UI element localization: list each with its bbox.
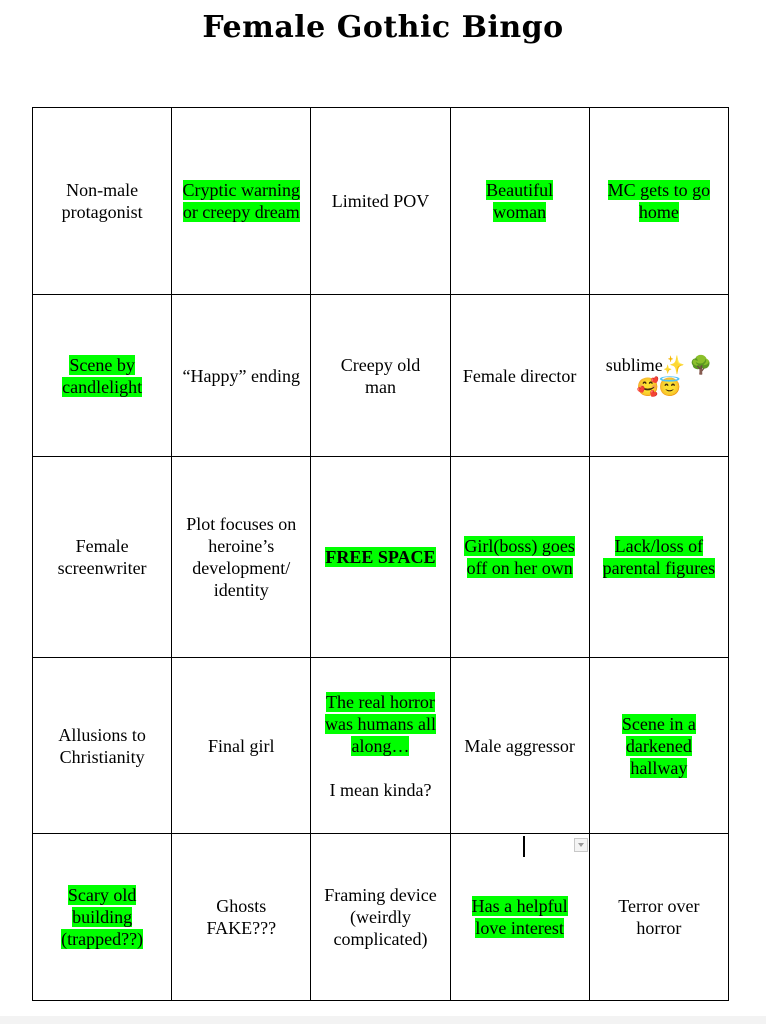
cell-text [592, 895, 726, 939]
cell-line: Lack/loss of [614, 536, 704, 556]
cell-line: Creepy old [340, 354, 421, 375]
bingo-cell[interactable] [33, 457, 172, 658]
cell-text [453, 895, 587, 939]
cell-line: FREE SPACE [325, 547, 436, 567]
bingo-cell[interactable] [33, 295, 172, 457]
cell-line: Final girl [208, 735, 275, 756]
bingo-cell[interactable] [450, 295, 589, 457]
bingo-cell[interactable] [33, 834, 172, 1001]
cell-line: Limited POV [331, 191, 430, 211]
cell-line: MC gets to go [607, 180, 711, 200]
bingo-cell[interactable] [311, 108, 450, 295]
cell-line: screenwriter [57, 558, 147, 578]
cell-line: man [364, 376, 396, 397]
cell-line: Female [75, 536, 129, 556]
bingo-cell[interactable] [311, 658, 450, 834]
window-bottom-edge [0, 1016, 766, 1024]
cell-line: Cryptic warning [182, 180, 301, 200]
cell-line: Ghosts [216, 896, 267, 916]
cell-text [174, 365, 308, 387]
bingo-cell[interactable] [589, 658, 728, 834]
cell-text [35, 179, 169, 223]
cell-line: Allusions to [58, 724, 146, 745]
cell-note: I mean kinda? [329, 779, 432, 800]
bingo-cell[interactable] [589, 457, 728, 658]
cell-line: building [72, 907, 133, 927]
cell-line: love interest [475, 918, 564, 938]
cell-line: Christianity [59, 746, 145, 767]
cell-line: sublime✨ 🌳 [605, 354, 713, 375]
cell-line: darkened [625, 735, 692, 756]
cell-text [313, 884, 447, 950]
cell-line: parental figures [602, 558, 716, 578]
cell-line: “Happy” ending [182, 365, 301, 386]
bingo-cell[interactable] [311, 295, 450, 457]
bingo-cell[interactable] [450, 834, 589, 1001]
cell-line: Has a helpful [471, 896, 568, 916]
bingo-row [33, 658, 729, 834]
bingo-cell[interactable] [172, 834, 311, 1001]
cell-line: home [638, 202, 679, 222]
cell-line: (weirdly [349, 907, 411, 927]
cell-text [453, 179, 587, 223]
cell-text [592, 535, 726, 579]
cell-line: Beautiful [486, 180, 554, 200]
bingo-row [33, 295, 729, 457]
cell-text [35, 354, 169, 398]
bingo-cell[interactable] [450, 108, 589, 295]
bingo-cell[interactable] [589, 295, 728, 457]
bingo-cell[interactable] [311, 834, 450, 1001]
cell-line: Terror over [618, 896, 700, 916]
cell-line: hallway [630, 757, 688, 778]
cell-line: woman [493, 202, 547, 222]
cell-line: Plot focuses on [186, 514, 297, 534]
bingo-cell[interactable] [172, 457, 311, 658]
cell-line: Scary old [67, 885, 137, 905]
cell-text [174, 735, 308, 757]
cell-line: Male aggressor [464, 735, 575, 756]
cell-line: 🥰😇 [636, 376, 682, 397]
cell-text [174, 179, 308, 223]
cell-text [174, 513, 308, 601]
bingo-cell[interactable] [589, 108, 728, 295]
bingo-cell[interactable] [172, 108, 311, 295]
bingo-cell[interactable] [311, 457, 450, 658]
cell-line: protagonist [61, 202, 143, 222]
cell-line: The real horror [325, 691, 435, 712]
cell-line: Framing device [324, 885, 437, 905]
cell-line: along… [351, 735, 410, 756]
cell-text [313, 546, 447, 568]
cell-line: horror [636, 918, 682, 938]
cell-line: Girl(boss) goes [464, 536, 575, 556]
cell-line: Scene in a [621, 713, 696, 734]
cell-line: Scene by [69, 354, 135, 375]
bingo-cell[interactable] [172, 658, 311, 834]
cell-text [313, 691, 447, 801]
cell-text [35, 535, 169, 579]
cell-text [35, 724, 169, 768]
cell-text [453, 735, 587, 757]
bingo-row [33, 834, 729, 1001]
cell-line: heroine’s [208, 536, 275, 556]
text-cursor [523, 836, 525, 857]
bingo-cell[interactable] [450, 658, 589, 834]
cell-line: was humans all [324, 713, 436, 734]
cell-text [592, 354, 726, 398]
cell-line: (trapped??) [61, 929, 144, 949]
bingo-cell[interactable] [33, 108, 172, 295]
cell-line: Female director [462, 365, 577, 386]
cell-line: FAKE??? [206, 918, 277, 938]
cell-text [174, 895, 308, 939]
cell-line: development/ [192, 558, 291, 578]
bingo-cell[interactable] [450, 457, 589, 658]
cell-options-dropdown-icon[interactable] [574, 838, 588, 852]
cell-text [592, 179, 726, 223]
cell-text [313, 354, 447, 398]
cell-text [592, 713, 726, 779]
bingo-row [33, 108, 729, 295]
cell-line: identity [213, 580, 269, 600]
bingo-cell[interactable] [589, 834, 728, 1001]
cell-line: Non-male [66, 180, 139, 200]
cell-text [313, 190, 447, 212]
cell-text [35, 884, 169, 950]
cell-line: or creepy dream [182, 202, 300, 222]
bingo-cell[interactable] [172, 295, 311, 457]
bingo-row [33, 457, 729, 658]
cell-text [453, 535, 587, 579]
cell-line: candlelight [62, 376, 143, 397]
bingo-cell[interactable] [33, 658, 172, 834]
cell-text [453, 365, 587, 387]
cell-line: off on her own [466, 558, 573, 578]
cell-line: complicated) [333, 929, 428, 949]
bingo-card [32, 107, 729, 1001]
page-title: Female Gothic Bingo [202, 10, 564, 45]
